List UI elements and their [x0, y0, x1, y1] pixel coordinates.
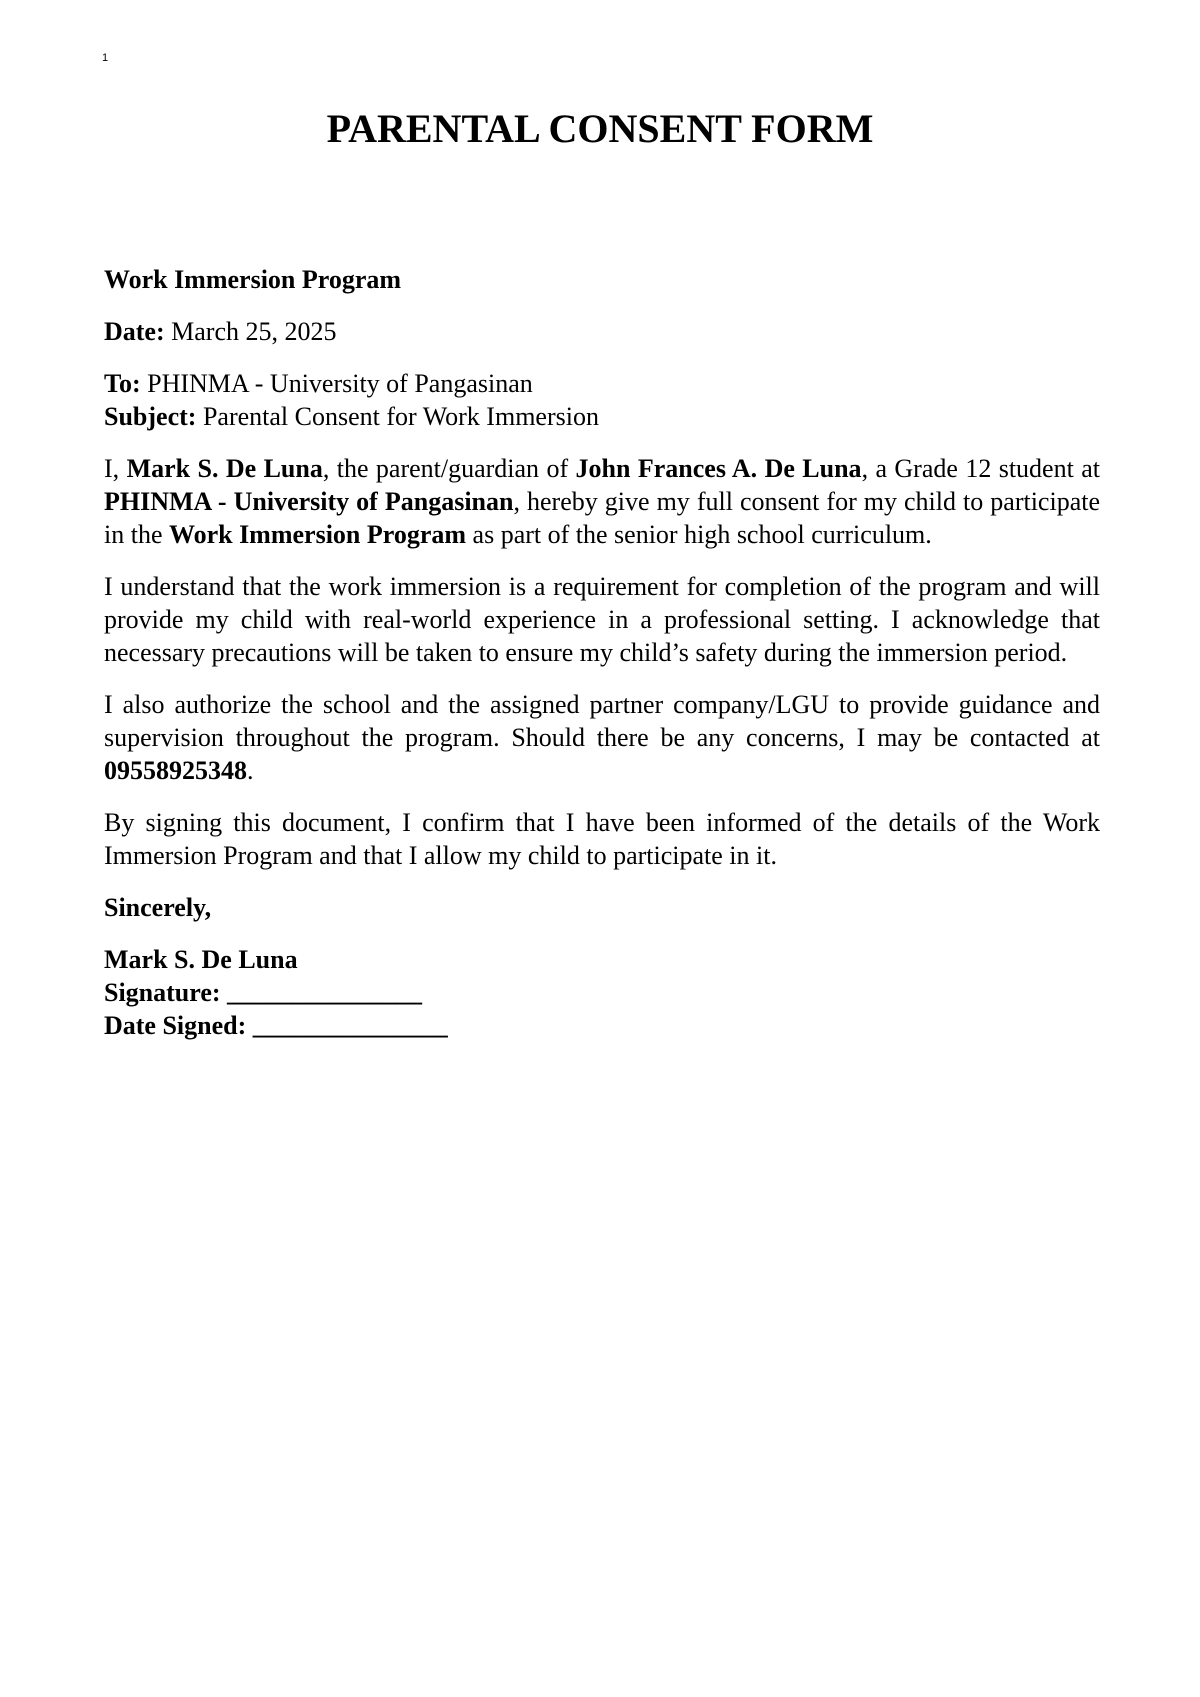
signatory-name: Mark S. De Luna [104, 945, 298, 974]
consent-text: , a Grade 12 student at [861, 454, 1100, 483]
consent-text: , the parent/guardian of [322, 454, 576, 483]
consent-paragraph [104, 452, 1100, 551]
program-name: Work Immersion Program [169, 520, 467, 549]
student-name: John Frances A. De Luna [575, 454, 862, 483]
signature-block [104, 943, 1100, 1042]
to-value: PHINMA - University of Pangasinan [140, 369, 533, 398]
date-signed-line: Date Signed: _______________ [104, 1011, 448, 1040]
date-line [104, 315, 1100, 348]
document-title: PARENTAL CONSENT FORM [326, 106, 874, 151]
subject-label: Subject: [104, 402, 197, 431]
subject-value: Parental Consent for Work Immersion [196, 402, 599, 431]
consent-text: I, [104, 454, 127, 483]
understanding-paragraph: I understand that the work immersion is a requirement for completion of the program and will provide my child with real-world experience in a professional setting. I acknowledge that necessary precautions will be taken to ensure my child’s safety during the immersion period. [104, 572, 1100, 667]
authorization-paragraph [104, 688, 1100, 787]
consent-text: , hereby give my full consent for my child to participate in the [104, 487, 1100, 549]
date-value: March 25, 2025 [164, 317, 337, 346]
address-block [104, 367, 1100, 433]
school-name: PHINMA - University of Pangasinan [104, 487, 514, 516]
date-label: Date: [104, 317, 165, 346]
contact-number: 09558925348 [104, 756, 247, 785]
consent-text: as part of the senior high school curriculum. [466, 520, 932, 549]
confirmation-paragraph: By signing this document, I confirm that I have been informed of the details of the Work Immersion Program and that I allow my child to participate in it. [104, 808, 1100, 870]
letter-body [104, 263, 1100, 1061]
closing: Sincerely, [104, 893, 212, 922]
page-number: 1 [102, 52, 109, 64]
program-heading: Work Immersion Program [104, 265, 402, 294]
authorization-text: . [247, 756, 254, 785]
parent-name: Mark S. De Luna [126, 454, 323, 483]
to-label: To: [104, 369, 141, 398]
authorization-text: I also authorize the school and the assigned partner company/LGU to provide guidance and supervision throughout the program. Should there be any concerns, I may be contacted at [104, 690, 1100, 752]
subject-line [104, 402, 599, 431]
to-line [104, 369, 533, 398]
signature-line: Signature: _______________ [104, 978, 423, 1007]
